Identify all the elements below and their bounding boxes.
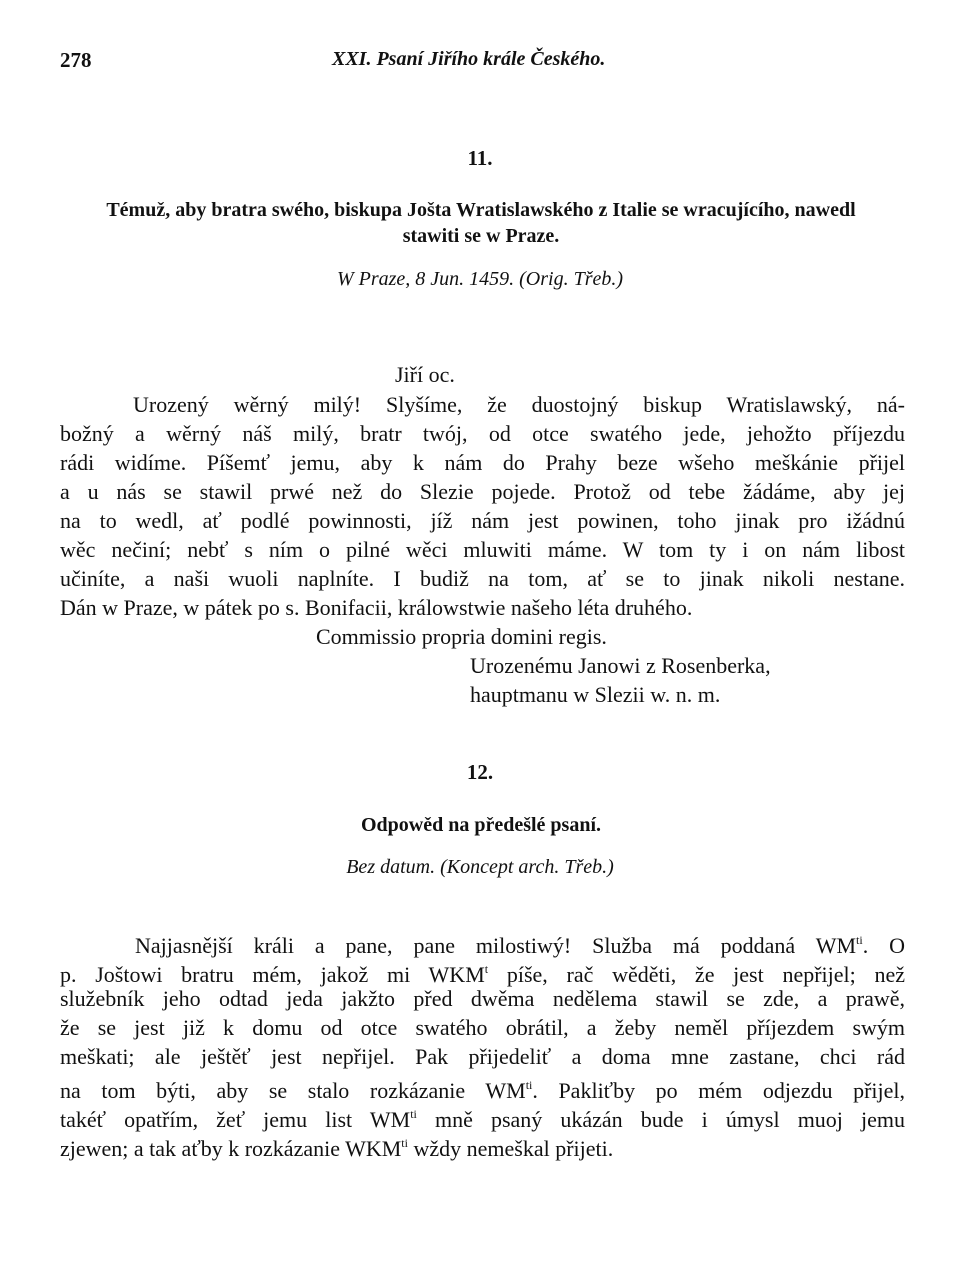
letter-12-heading: Odpowěd na předešlé psaní. — [360, 814, 602, 836]
letter-11-body-line: božný a wěrný náš milý, bratr twój, od otce swatého jede, jehožto příjezdu — [60, 421, 905, 446]
letter-12-body-line: takéť opatřím, žeť jemu list $WM^{ti}$ mně psaný ukázán bude i úmysl muoj jemu — [60, 1107, 906, 1132]
running-head — [60, 48, 900, 76]
letter-11-heading-line-1: Témuž, aby bratra swého, biskupa Jošta Wratislawského z Italie se wracujícího, nawedl — [106, 199, 856, 221]
letter-12-body-line: na tom býti, aby se stalo rozkázanie $WM^{ti}$. Pakliťby po mém odjezdu přijel, — [60, 1078, 905, 1103]
letter-12-body-line: Najjasnější králi a pane, pane milostiwý! Služba má poddaná $WM^{ti}$. O — [135, 933, 905, 958]
letter-11-body-line: na to wedl, ať podlé powinnosti, jíž nám jest powinen, toho jinak pro ižádnú — [60, 508, 905, 533]
letter-11-body-line: rádi widíme. Píšemť jemu, aby k nám do Prahy beze wšeho meškánie přijel — [60, 450, 905, 475]
letter-12-dateline: Bez datum. (Koncept arch. Třeb.) — [346, 856, 614, 878]
letter-11-commissio: Commissio propria domini regis. — [316, 624, 607, 649]
letter-11-address-line-1: Urozenému Janowi z Rosenberka, — [470, 653, 771, 678]
running-title: XXI. Psaní Jiřího krále Českého. — [332, 48, 606, 70]
letter-11-salutation: Jiří oc. — [395, 362, 455, 387]
letter-12-body-line: služebník jeho odtad jeda jakžto před dwěma nedělema stawil se zde, a prawě, — [60, 986, 905, 1011]
letter-12-number: 12. — [466, 760, 494, 784]
letter-11-body-line: Urozený wěrný milý! Slyšíme, že duostojný biskup Wratislawský, ná- — [133, 392, 905, 417]
letter-11-address-line-2: hauptmanu w Slezii w. n. m. — [470, 682, 721, 707]
letter-12-body-line: p. Joštowi bratru mém, jakož mi WKM$^t$ píše, rač wěděti, že jest nepřijel; než — [60, 962, 905, 987]
letter-12-body-line: meškati; ale ještěť jest nepřijel. Pak přijedeliť a doma mne zastane, chci rád — [60, 1044, 905, 1069]
letter-12-body-line: že se jest již k domu od otce swatého obrátil, a žeby neměl příjezdem swým — [60, 1015, 905, 1040]
letter-11-body-line: wěc nečiní; nebť s ním o pilné wěci mluwiti máme. W tom ty i on nám libost — [60, 537, 905, 562]
letter-11-body-line: a u nás se stawil prwé než do Slezie pojede. Protož od tebe žádáme, aby jej — [60, 479, 905, 504]
letter-12-body-line: zjewen; a tak aťby k rozkázanie $WKM^{ti}$ wždy nemeškal přijeti. — [60, 1136, 614, 1161]
letter-11-body-line: učiníte, a naši wuoli naplníte. I budiž na tom, ať se to jinak nikoli nestane. — [60, 566, 905, 591]
letter-11-number: 11. — [467, 146, 493, 170]
letter-11-heading-line-2: stawiti se w Praze. — [402, 225, 560, 247]
page-number: 278 — [60, 48, 92, 72]
letter-11-body-line: Dán w Praze, w pátek po s. Bonifacii, králowstwie našeho léta druhého. — [60, 595, 693, 620]
letter-11-dateline: W Praze, 8 Jun. 1459. (Orig. Třeb.) — [336, 268, 624, 290]
